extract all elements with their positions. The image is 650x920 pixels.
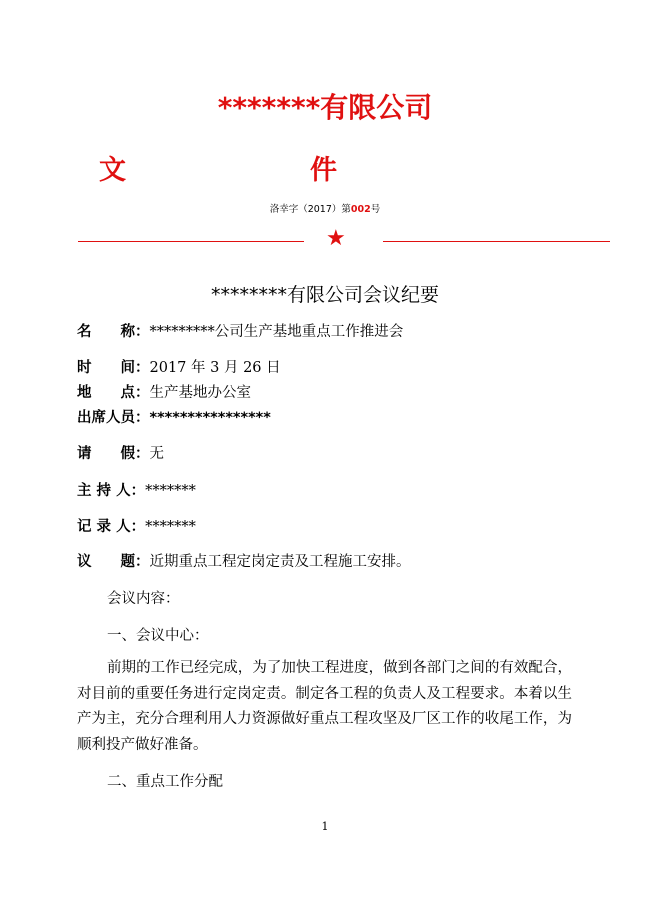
field-time-label: 时 间：	[77, 360, 150, 376]
field-host-label: 主 持 人：	[77, 483, 146, 499]
document-char-wen: 文	[99, 155, 126, 186]
field-leave-value: 无	[149, 446, 164, 462]
doc-no-suffix: 号	[370, 204, 381, 215]
field-recorder-value: *******	[145, 519, 196, 535]
field-time	[77, 356, 281, 377]
content-heading: 会议内容：	[107, 591, 180, 607]
company-name-header: *******有限公司	[217, 91, 433, 124]
field-leave	[77, 442, 164, 463]
field-place-value: 生产基地办公室	[149, 385, 251, 401]
field-name-value: *********公司生产基地重点工作推进会	[149, 324, 404, 340]
page-number: 1	[321, 820, 329, 833]
field-attendees-value: ****************	[149, 410, 271, 426]
field-leave-label: 请 假：	[77, 446, 150, 462]
field-place-label: 地 点：	[77, 385, 150, 401]
section-2-heading: 二、重点工作分配	[107, 774, 223, 790]
field-attendees-label: 出席人员：	[77, 410, 150, 426]
doc-no-num: 002	[350, 204, 371, 215]
doc-no-prefix: 洛幸字（2017）第	[269, 204, 351, 215]
left-divider-line	[78, 241, 304, 242]
document-char-jian: 件	[310, 155, 337, 186]
field-host-value: *******	[145, 483, 196, 499]
field-attendees	[77, 406, 271, 427]
field-place	[77, 381, 251, 402]
section-1-heading: 一、会议中心：	[107, 628, 209, 644]
field-name-label: 名 称：	[77, 324, 150, 340]
field-name	[77, 320, 403, 341]
content-paragraph: 前期的工作已经完成，为了加快工程进度，做到各部门之间的有效配合，对目前的重要任务进行定岗定责。制定各工程的负责人及工程要求。本着以生产为主，充分合理利用人力资源做好重点工程攻坚及厂区工作的收尾工作，为顺利投产做好准备。	[77, 660, 572, 753]
field-topic	[77, 550, 411, 571]
field-time-value: 2017 年 3 月 26 日	[149, 360, 281, 376]
field-recorder	[77, 515, 196, 536]
field-topic-value: 近期重点工程定岗定责及工程施工安排。	[149, 554, 411, 570]
right-divider-line	[383, 241, 610, 242]
document-title: ********有限公司会议纪要	[210, 284, 439, 306]
field-topic-label: 议 题：	[77, 554, 150, 570]
star-icon: ★	[326, 226, 346, 251]
document-number	[0, 201, 650, 215]
field-recorder-label: 记 录 人：	[77, 519, 146, 535]
field-host	[77, 479, 196, 500]
